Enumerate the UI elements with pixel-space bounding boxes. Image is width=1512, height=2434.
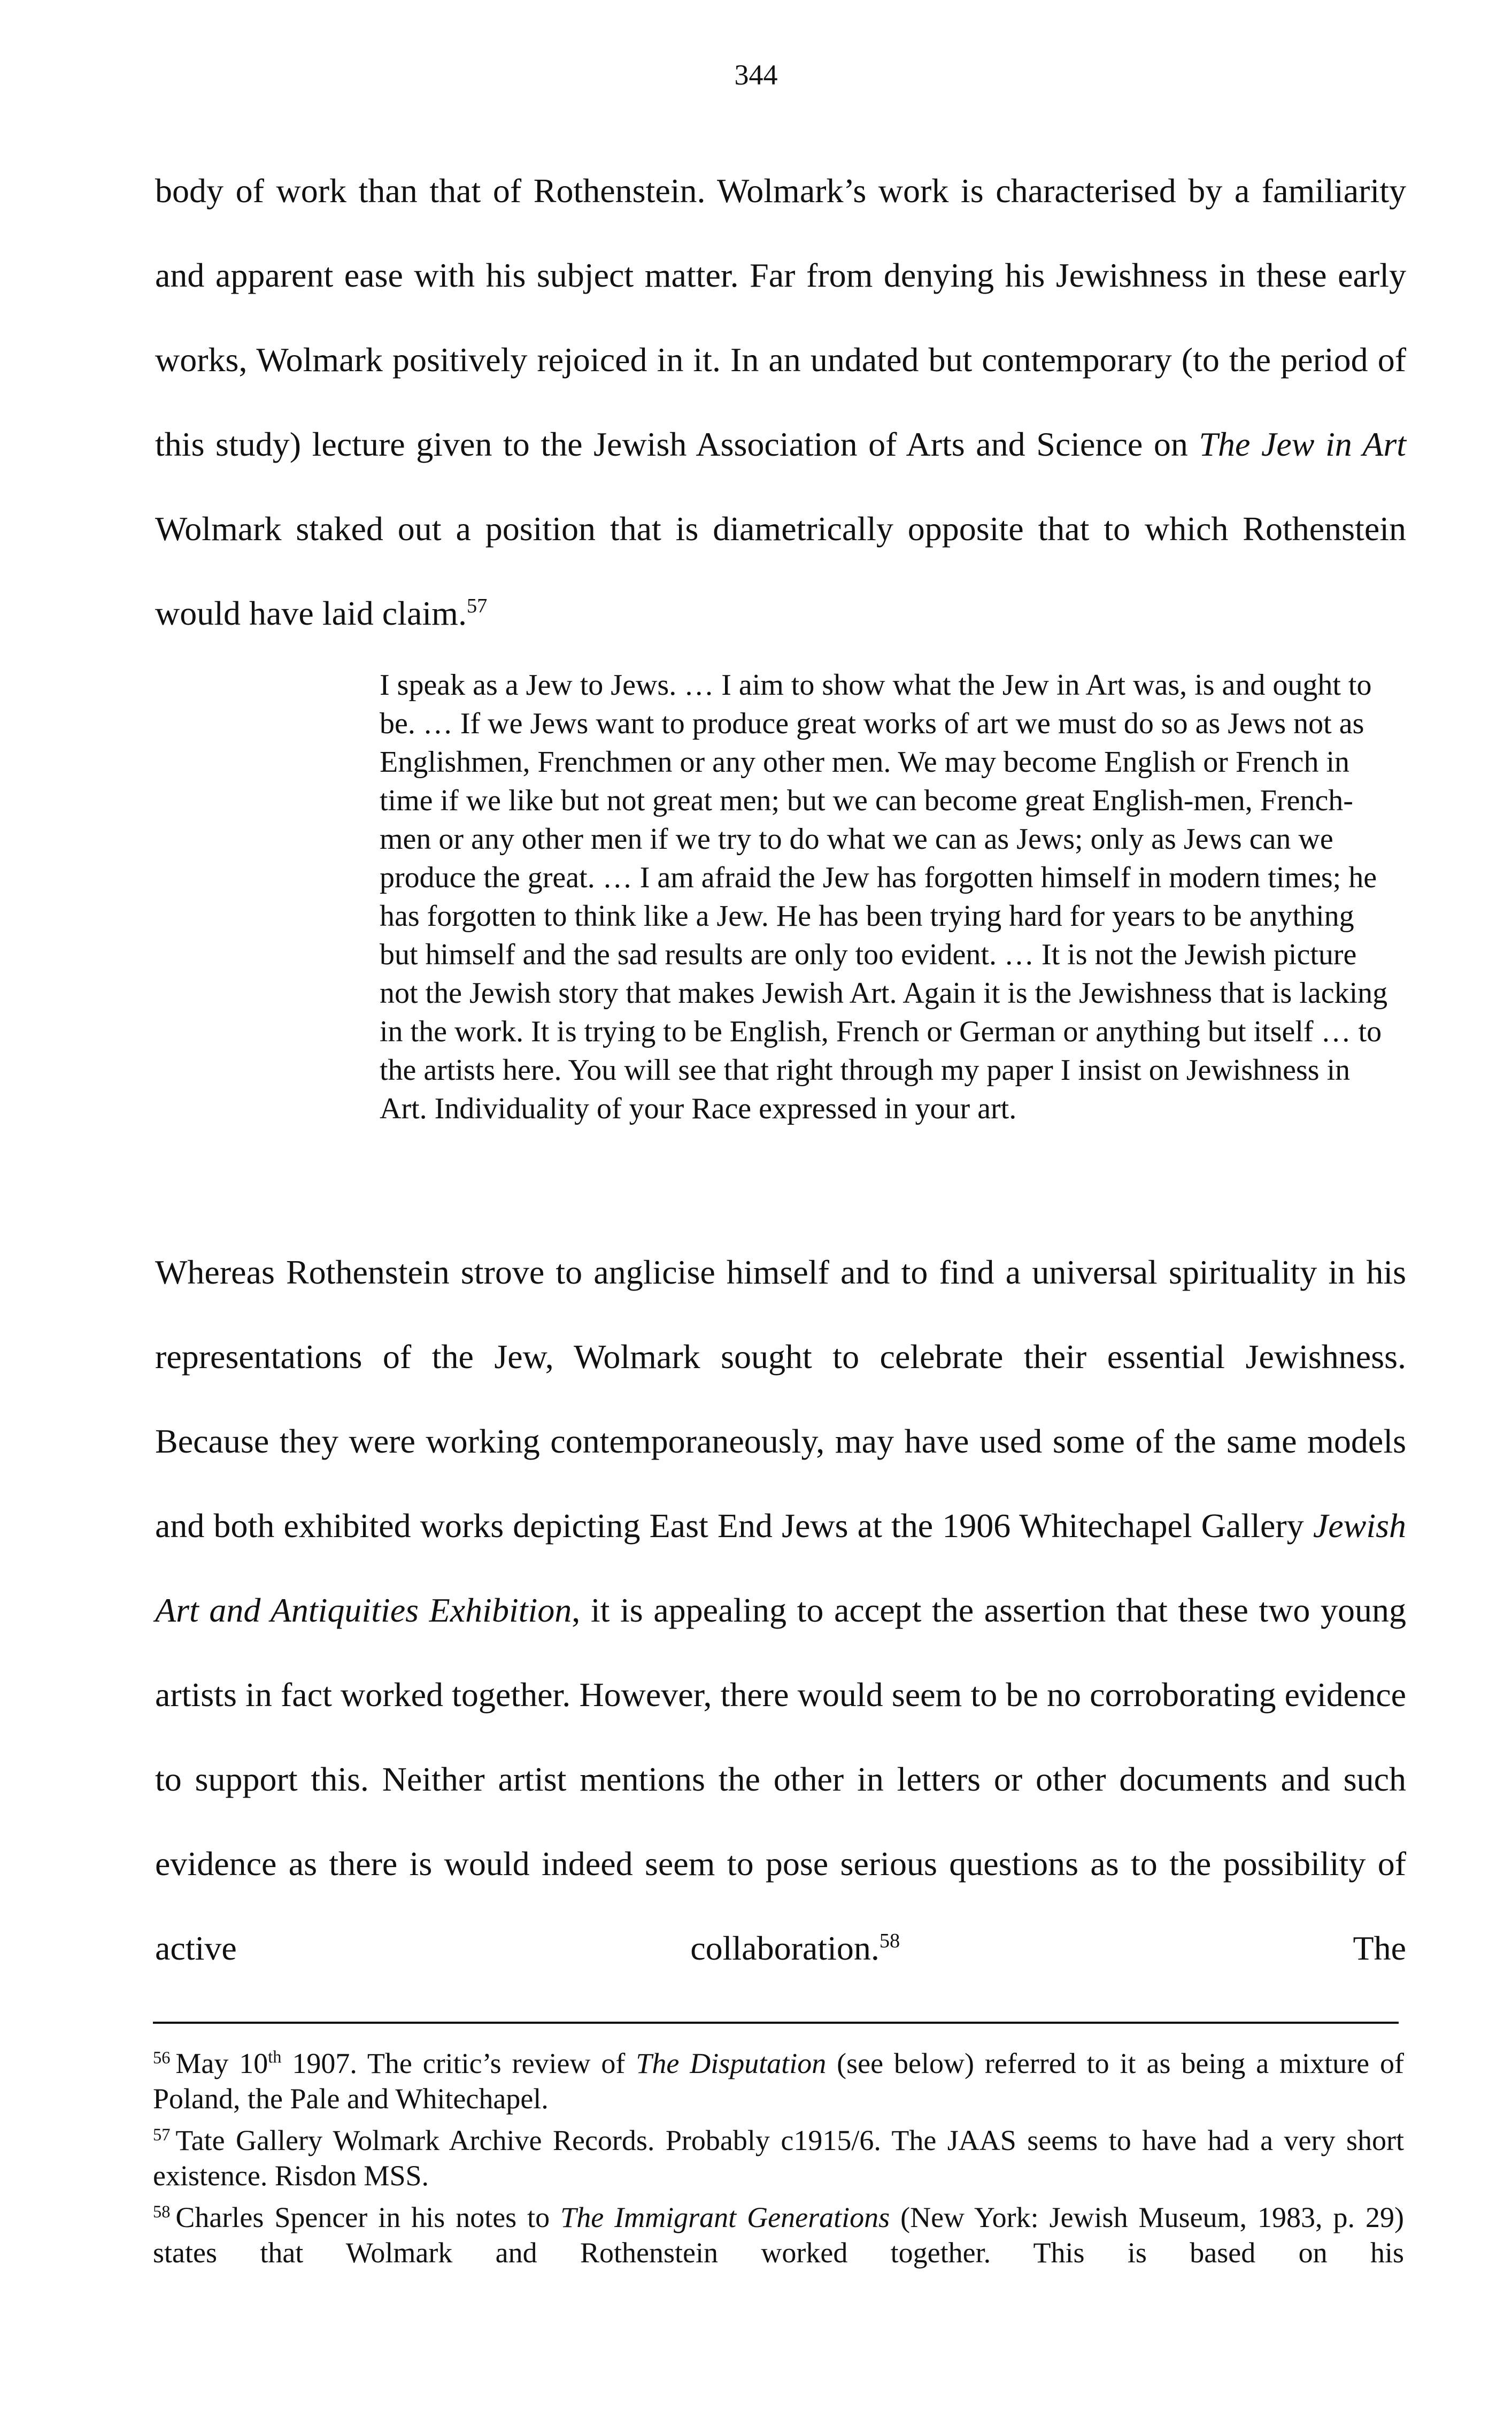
footnote-ref-57[interactable]: 57 — [466, 594, 488, 617]
body-paragraph-2 — [155, 1230, 1406, 1991]
italic-title: Jewish Art and Antiquities Exhibition — [155, 1507, 1406, 1629]
ordinal-suffix: th — [268, 2047, 282, 2067]
footnote-text: Tate Gallery Wolmark Archive Records. Probably c1915/6. The JAAS seems to have had a very short existence. Risdon MSS. — [153, 2124, 1404, 2192]
paragraph-text: Whereas Rothenstein strove to anglicise himself and to find a universal spirituality in his representations of the Jew, Wolmark sought to celebrate their essential Jewishness. Because they were working contemporaneously, may have used some of the same models and both exhibited works depicting East End Jews at the 1906 Whitechapel Gallery — [155, 1253, 1406, 1545]
footnote-text: (New York: Jewish Museum, 1983, p. 29) states that Wolmark and Rothenstein worked together. This is based on his — [153, 2201, 1404, 2269]
italic-title: The Disputation — [636, 2047, 827, 2079]
paragraph-text: The — [900, 1929, 1407, 1967]
footnote-text: 1907. The critic’s review of — [281, 2047, 636, 2079]
page-number: 344 — [734, 59, 778, 91]
footnote-number: 56 — [153, 2048, 171, 2068]
footnote-58 — [153, 2200, 1404, 2270]
italic-title: The Immigrant Generations — [560, 2201, 890, 2233]
paragraph-text: body of work than that of Rothenstein. Wolmark’s work is characterised by a familiarity and apparent ease with his subject matter. Far from denying his Jewishness in these early works, Wolmark positively rejoiced in it. In an undated but contemporary (to the period of this study) lecture given to the Jewish Association of Arts and Science on — [155, 172, 1406, 463]
footnote-57 — [153, 2123, 1404, 2193]
block-quote: I speak as a Jew to Jews. … I aim to show what the Jew in Art was, is and ought to be. … If we Jews want to produce great works of art we must do so as Jews not as Englishmen, Frenchmen or any other men. We may become English or French in time if we like but not great men; but we can become great English-men, French-men or any other men if we try to do what we can as Jews; only as Jews can we produce the great. … I am afraid the Jew has forgotten himself in modern times; he has forgotten to think like a Jew. He has been trying hard for years to be anything but himself and the sad results are only too evident. … It is not the Jewish picture not the Jewish story that makes Jewish Art. Again it is the Jewishness that is lacking in the work. It is trying to be English, French or German or anything but itself … to the artists here. You will see that right through my paper I insist on Jewishness in Art. Individuality of your Race expressed in your art. — [380, 669, 1388, 1125]
footnote-number: 58 — [153, 2202, 171, 2222]
footnotes — [153, 2046, 1404, 2277]
italic-title: The Jew in Art — [1199, 425, 1407, 463]
footnote-text: (see below) referred to it as being a mixture of Poland, the Pale and Whitechapel. — [153, 2047, 1405, 2115]
footnote-divider — [153, 2022, 1399, 2024]
footnote-text: May 10 — [175, 2047, 268, 2079]
footnote-number: 57 — [153, 2125, 171, 2145]
body-paragraph-1 — [155, 149, 1406, 656]
footnote-56 — [153, 2046, 1404, 2116]
paragraph-text: Wolmark staked out a position that is diametrically opposite that to which Rothenstein would have laid claim. — [155, 510, 1406, 632]
paragraph-text: , it is appealing to accept the assertion that these two young artists in fact worked together. However, there would seem to be no corroborating evidence to support this. Neither artist mentions the other in letters or other documents and such evidence as there is would indeed seem to pose serious questions as to the possibility of active collaboration. — [155, 1591, 1407, 1967]
footnote-ref-58[interactable]: 58 — [879, 1929, 900, 1952]
footnote-text: Charles Spencer in his notes to — [175, 2201, 561, 2233]
